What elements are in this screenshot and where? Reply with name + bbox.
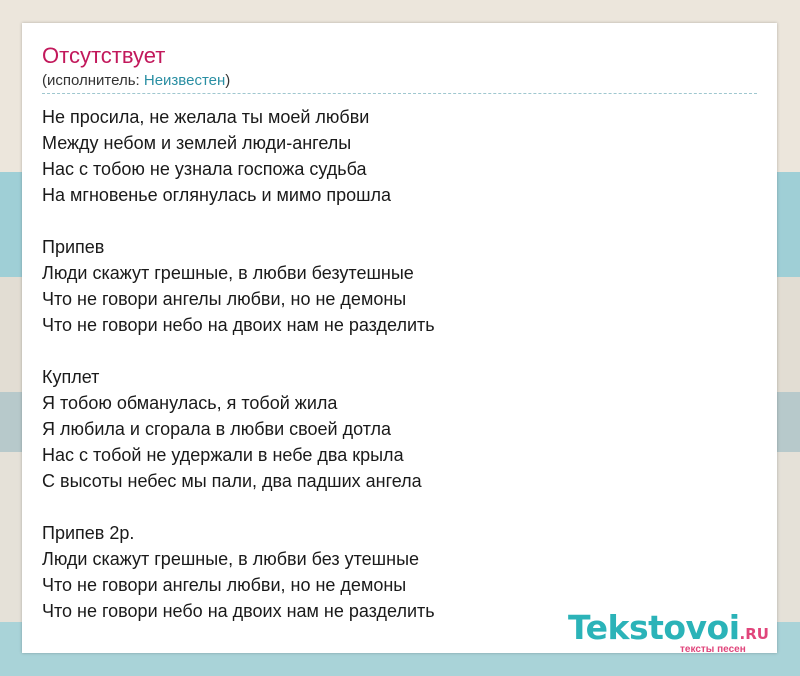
lyric-line: Я любила и сгорала в любви своей дотла (42, 419, 392, 439)
lyrics-card (22, 23, 777, 653)
lyric-line: Что не говори ангелы любви, но не демоны (42, 575, 407, 595)
artist-line (42, 72, 230, 89)
artist-link[interactable]: Неизвестен (143, 72, 226, 89)
artist-prefix: (исполнитель: (42, 72, 144, 89)
lyric-line: Припев (42, 237, 105, 257)
site-logo[interactable] (568, 609, 778, 653)
lyric-line: Не просила, не желала ты моей любви (42, 107, 370, 127)
lyric-line: С высоты небес мы пали, два падших ангела (42, 471, 422, 491)
artist-suffix: ) (225, 72, 231, 89)
logo-tagline: тексты песен (680, 644, 746, 655)
stanza-chorus-1 (42, 234, 757, 338)
stanza-verse-1 (42, 104, 757, 208)
lyric-line: Что не говори небо на двоих нам не разделить (42, 315, 435, 335)
divider (42, 93, 757, 94)
logo-main-text: Tekstovoi (568, 608, 740, 647)
lyric-line: Куплет (42, 367, 100, 387)
logo-domain-suffix: .RU (739, 625, 769, 643)
lyric-line: Люди скажут грешные, в любви без утешные (42, 549, 420, 569)
lyrics-body (42, 104, 757, 650)
lyric-line: Люди скажут грешные, в любви безутешные (42, 263, 414, 283)
song-title: Отсутствует (42, 43, 166, 68)
stanza-verse-2 (42, 364, 757, 494)
lyric-line: На мгновенье оглянулась и мимо прошла (42, 185, 392, 205)
lyric-line: Припев 2р. (42, 523, 135, 543)
lyric-line: Я тобою обманулась, я тобой жила (42, 393, 338, 413)
lyric-line: Нас с тобой не удержали в небе два крыла (42, 445, 404, 465)
lyric-line: Между небом и землей люди-ангелы (42, 133, 352, 153)
lyric-line: Нас с тобою не узнала госпожа судьба (42, 159, 367, 179)
lyric-line: Что не говори ангелы любви, но не демоны (42, 289, 407, 309)
lyric-line: Что не говори небо на двоих нам не разделить (42, 601, 435, 621)
